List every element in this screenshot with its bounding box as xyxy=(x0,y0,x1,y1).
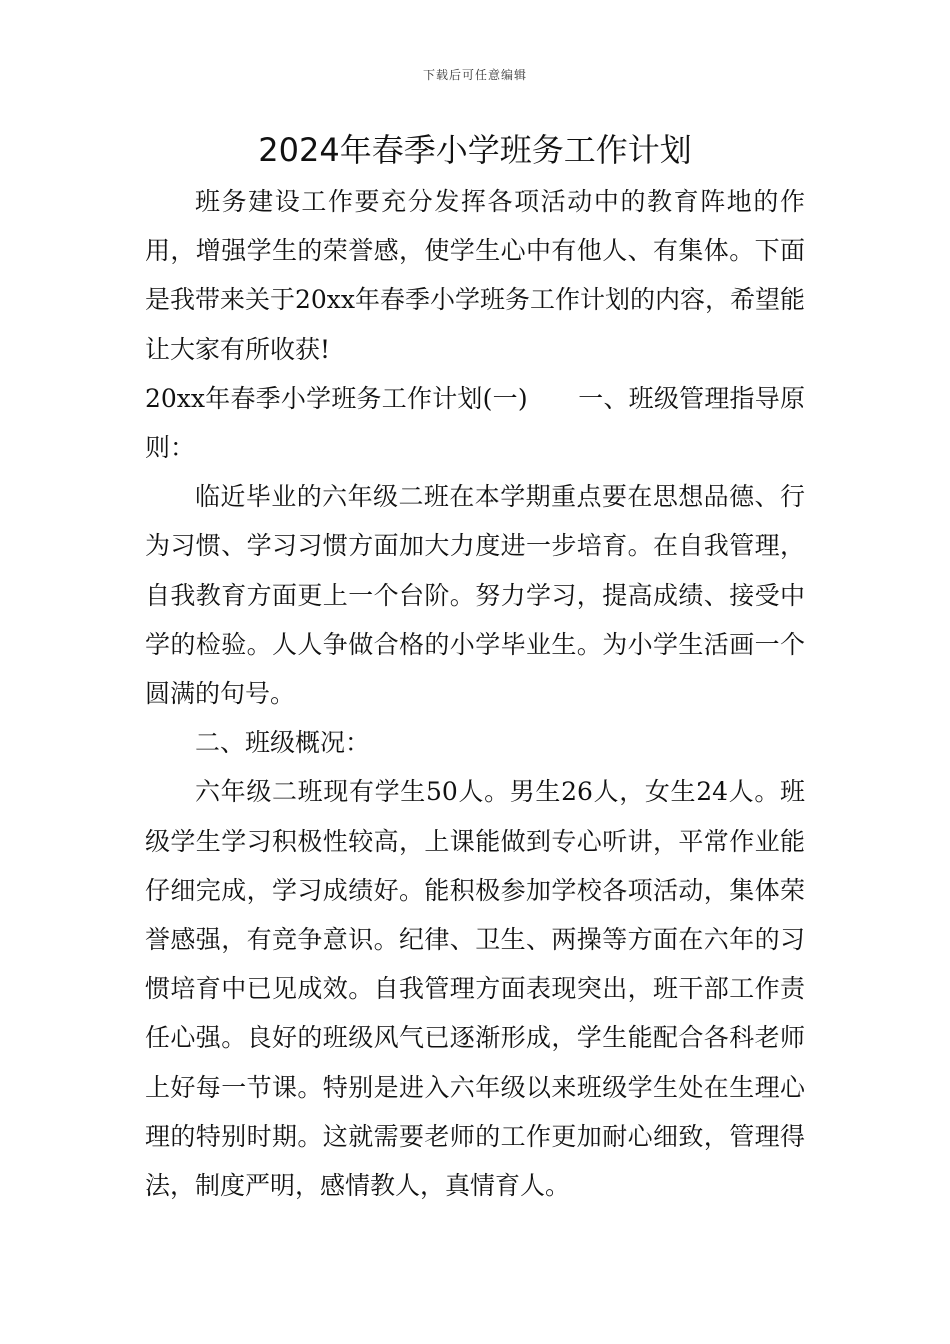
class-overview-paragraph: 六年级二班现有学生50人。男生26人，女生24人。班级学生学习积极性较高，上课能做到专心听讲，平常作业能仔细完成，学习成绩好。能积极参加学校各项活动，集体荣誉感强，有竞争意识。纪律、卫生、两操等方面在六年的习惯培育中已见成效。自我管理方面表现突出，班干部工作责任心强。良好的班级风气已逐渐形成，学生能配合各科老师上好每一节课。特别是进入六年级以来班级学生处在生理心理的特别时期。这就需要老师的工作更加耐心细致，管理得法，制度严明，感情教人，真情育人。 xyxy=(145,777,805,1201)
management-principle-paragraph: 临近毕业的六年级二班在本学期重点要在思想品德、行为习惯、学习习惯方面加大力度进一步培育。在自我管理，自我教育方面更上一个台阶。努力学习，提高成绩、接受中学的检验。人人争做合格的小学毕业生。为小学生活画一个圆满的句号。 xyxy=(145,482,805,709)
class-overview-heading: 二、班级概况： xyxy=(195,728,371,758)
header-note: 下载后可任意编辑 xyxy=(422,68,527,82)
document-body xyxy=(145,177,805,1210)
document-title: 2024年春季小学班务工作计划 xyxy=(258,131,692,169)
plan-heading-paragraph: 20xx年春季小学班务工作计划(一) 一、班级管理指导原则： xyxy=(145,383,805,463)
intro-paragraph: 班务建设工作要充分发挥各项活动中的教育阵地的作用，增强学生的荣誉感，使学生心中有他人、有集体。下面是我带来关于20xx年春季小学班务工作计划的内容，希望能让大家有所收获! xyxy=(145,187,806,364)
